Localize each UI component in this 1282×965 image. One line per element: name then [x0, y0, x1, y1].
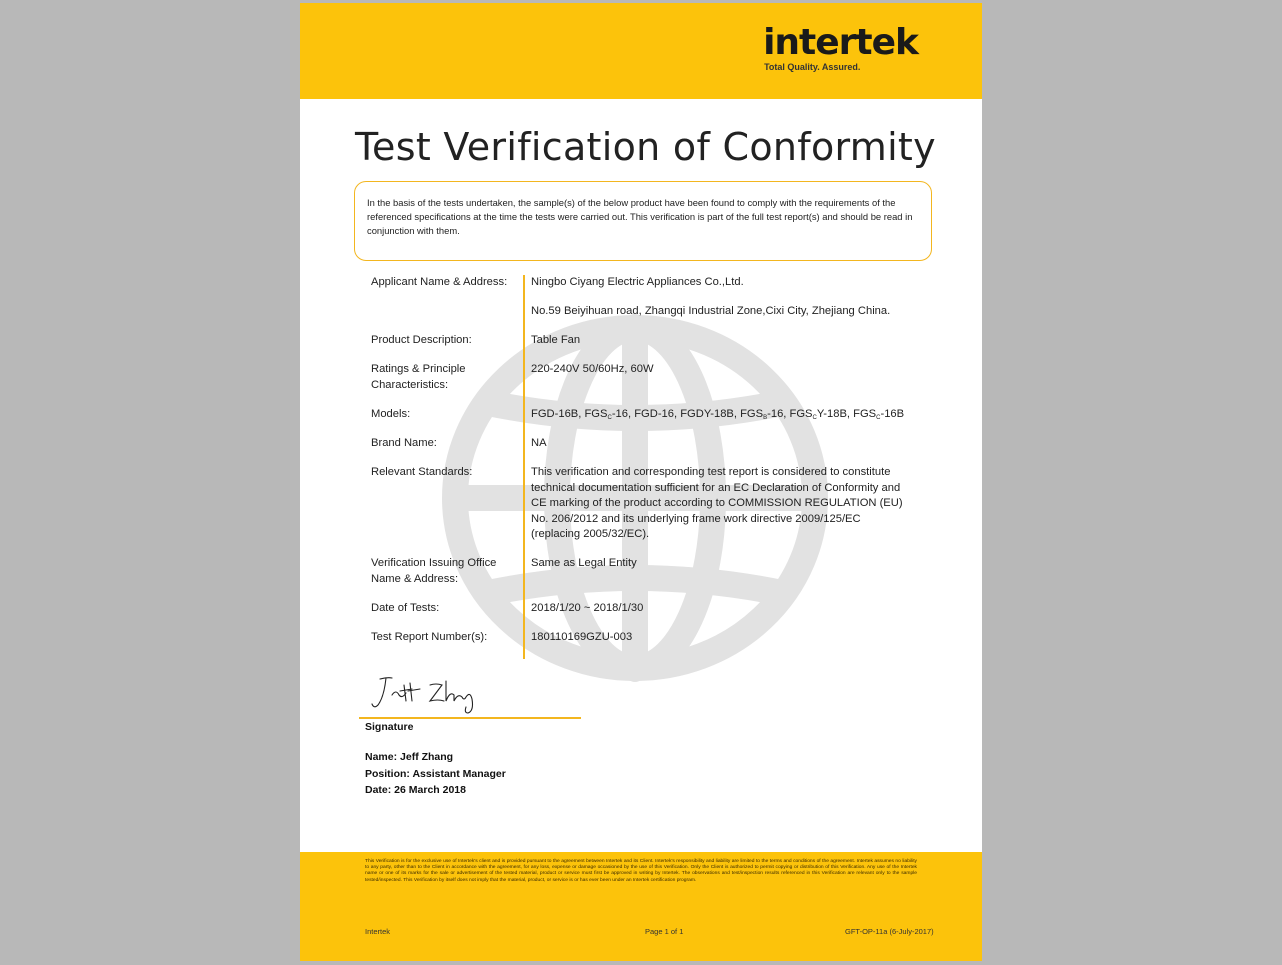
- model-subscript: C: [876, 415, 881, 421]
- intertek-logo: [763, 22, 918, 72]
- field-value: No.59 Beiyihuan road, Zhangqi Industrial Zone,Cixi City, Zhejiang China.: [531, 305, 891, 317]
- model-subscript: C: [607, 415, 612, 421]
- field-label: Verification Issuing Office Name & Address:: [371, 557, 497, 585]
- field-value: Same as Legal Entity: [531, 557, 637, 569]
- field-label: Test Report Number(s):: [371, 631, 488, 643]
- field-label: Applicant Name & Address:: [371, 276, 508, 288]
- signature-line: [359, 717, 581, 719]
- field-label: Date of Tests:: [371, 602, 440, 614]
- field-value: Ningbo Ciyang Electric Appliances Co.,Ltd.: [531, 276, 744, 288]
- certificate-page: [300, 3, 982, 961]
- field-value: Table Fan: [531, 334, 581, 346]
- footer-company: Intertek: [365, 927, 391, 936]
- logo-wordmark: intertek: [763, 22, 918, 63]
- signatory-position: Position: Assistant Manager: [365, 767, 506, 780]
- logo-tagline: Total Quality. Assured.: [764, 62, 861, 72]
- signature-date: Date: 26 March 2018: [365, 784, 466, 796]
- field-value: FGD-16B, $FGS_C-16$, FGD-16, FGDY-18B, $FGS_B-16$, $FGS_CY-18B$, $FGS_C-16B$: [531, 408, 905, 421]
- signatory-info: [365, 749, 506, 799]
- document-title: Test Verification of Conformity: [355, 125, 936, 169]
- signature-text: Jeff Zhang: [366, 656, 448, 675]
- field-label: Ratings & Principle Characteristics:: [371, 363, 466, 391]
- disclaimer-text: This Verification is for the exclusive use of Intertek's client and is provided pursuant to the agreement between Intertek and its Client. Intertek's responsibility and liability are limited to the terms and conditions of the agreement. Intertek assumes no liability to any party, other than to the Client in accordance with the agreement, for any loss, expense or damage occasioned by the use of this Verification. Only the Client is authorized to permit copying or distribution of this Verification. Any use of the Intertek name or one of its marks for the sale or advertisement of the tested material, product or service must first be approved in writing by Intertek. The observations and test/inspection results referenced in this Verification are relevant only to the sample tested/inspected. This Verification by itself does not imply that the material, product, or service is or has ever been under an Intertek certification program.: [365, 859, 917, 883]
- field-label: Brand Name:: [371, 437, 437, 449]
- intro-box: In the basis of the tests undertaken, the sample(s) of the below product have been found to comply with the requirements of the referenced specifications at the time the tests were carried out. This verification is part of the full test report(s) and should be read in conjunction with them.: [354, 181, 932, 261]
- handwritten-signature: [366, 656, 486, 717]
- signatory-name: Name: Jeff Zhang: [365, 751, 454, 763]
- page-number: Page 1 of 1: [645, 927, 684, 936]
- field-value: This verification and corresponding test report is considered to constitute technical documentation sufficient for an EC Declaration of Conformity and CE marking of the product according to COMMISSION REGULATION (EU) No. 206/2012 and its underlying frame work directive 2009/125/EC (replacing 2005/32/EC).: [531, 466, 903, 540]
- fields-divider: [523, 275, 525, 659]
- field-value: NA: [531, 437, 547, 449]
- field-label: Product Description:: [371, 334, 472, 346]
- field-label: Models:: [371, 408, 411, 420]
- model-subscript: B: [763, 415, 768, 421]
- field-value: 180110169GZU-003: [531, 631, 633, 643]
- field-value: 220-240V 50/60Hz, 60W: [531, 363, 654, 375]
- signature-label: Signature: [365, 721, 414, 733]
- field-label: Relevant Standards:: [371, 466, 473, 478]
- field-value: 2018/1/20 ~ 2018/1/30: [531, 602, 644, 614]
- form-code: GFT-OP-11a (6-July-2017): [845, 927, 934, 936]
- model-subscript: C: [812, 415, 817, 421]
